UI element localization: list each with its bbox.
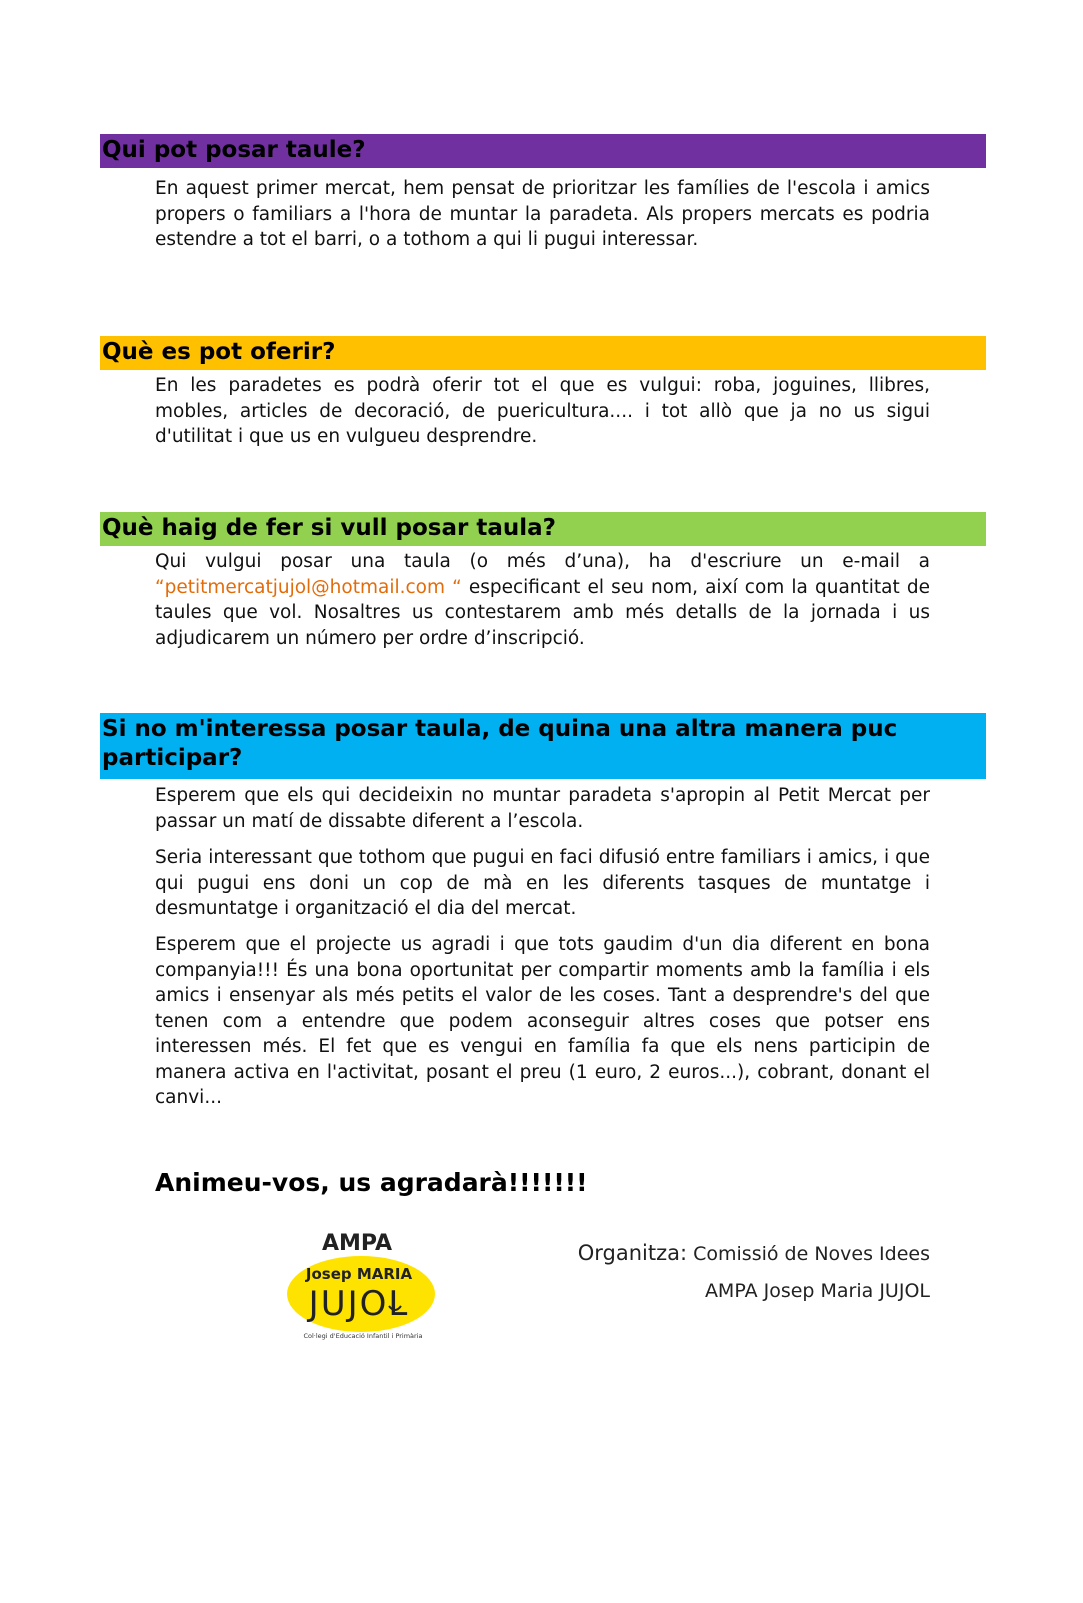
logo-text-josep-maria: Josep MARIA [305,1265,413,1283]
organizer-name: Comissió de Noves Idees [693,1243,930,1265]
organizer-line-2: AMPA Josep Maria JUJOL [704,1280,930,1302]
paragraph-text-before-email: Qui vulgui posar una taula (o més d’una), ha d'escriure un e-mail a [155,551,930,572]
closing-text: Animeu-vos, us agradarà!!!!!!! [155,1168,588,1197]
email-link[interactable]: “petitmercatjujol@hotmail.com “ [155,576,462,598]
section-paragraph-what: En les paradetes es podrà oferir tot el que es vulgui: roba, joguines, llibres, mobles, articles de decoració, de puericultura.... i tot allò que ja no us sigui d'utilitat i que us en vulgueu desprendre. [155,375,930,447]
section-paragraph-participate-2: Seria interessant que tothom que pugui en faci difusió entre familiars i amics, i que qui pugui ens doni un cop de mà en les diferents tasques de muntatge i desmuntatge i organització el dia del mercat. [155,847,930,919]
section-paragraph-how [155,549,930,651]
section-heading-what: Què es pot oferir? [100,336,986,370]
logo-text-ampa: AMPA [321,1231,393,1256]
section-paragraph-participate-3: Esperem que el projecte us agradi i que tots gaudim d'un dia diferent en bona companyia!!! És una bona oportunitat per compartir moments amb la família i els amics i ensenyar als més petits el valor de les coses. Tant a desprendre's del que tenen com a entendre que podem aconseguir altres coses que potser ens interessen més. El fet que es vengui en família fa que els nens participin de manera activa en l'activitat, posant el preu (1 euro, 2 euros...), cobrant, donant el canvi... [155,934,930,1108]
logo-subtitle: Col·legi d'Educació Infantil i Primària [303,1332,423,1340]
section-paragraph-participate-1: Esperem que els qui decideixin no muntar paradeta s'apropin al Petit Mercat per passar un matí de dissabte diferent a l’escola. [155,785,930,832]
logo-text-jujol: JUJOL [308,1284,410,1324]
paragraph-text-after-email: especificant el seu nom, així com la quantitat de taules que vol. Nosaltres us contestarem amb més detalls de la jornada i us adjudicarem un número per ordre d’inscripció. [155,576,930,649]
organizer-prefix: Organitza: [577,1241,688,1265]
section-paragraph-who: En aquest primer mercat, hem pensat de prioritzar les famílies de l'escola i amics propers o familiars a l'hora de muntar la paradeta. Als propers mercats es podria estendre a tot el barri, o a tothom a qui li pugui interessar. [155,178,930,250]
ampa-logo [285,1228,455,1343]
organizer-line-1 [578,1241,930,1265]
section-heading-who: Qui pot posar taule? [100,134,986,168]
section-heading-how: Què haig de fer si vull posar taula? [100,512,986,546]
section-heading-participate: Si no m'interessa posar taula, de quina una altra manera puc participar? [100,713,986,779]
